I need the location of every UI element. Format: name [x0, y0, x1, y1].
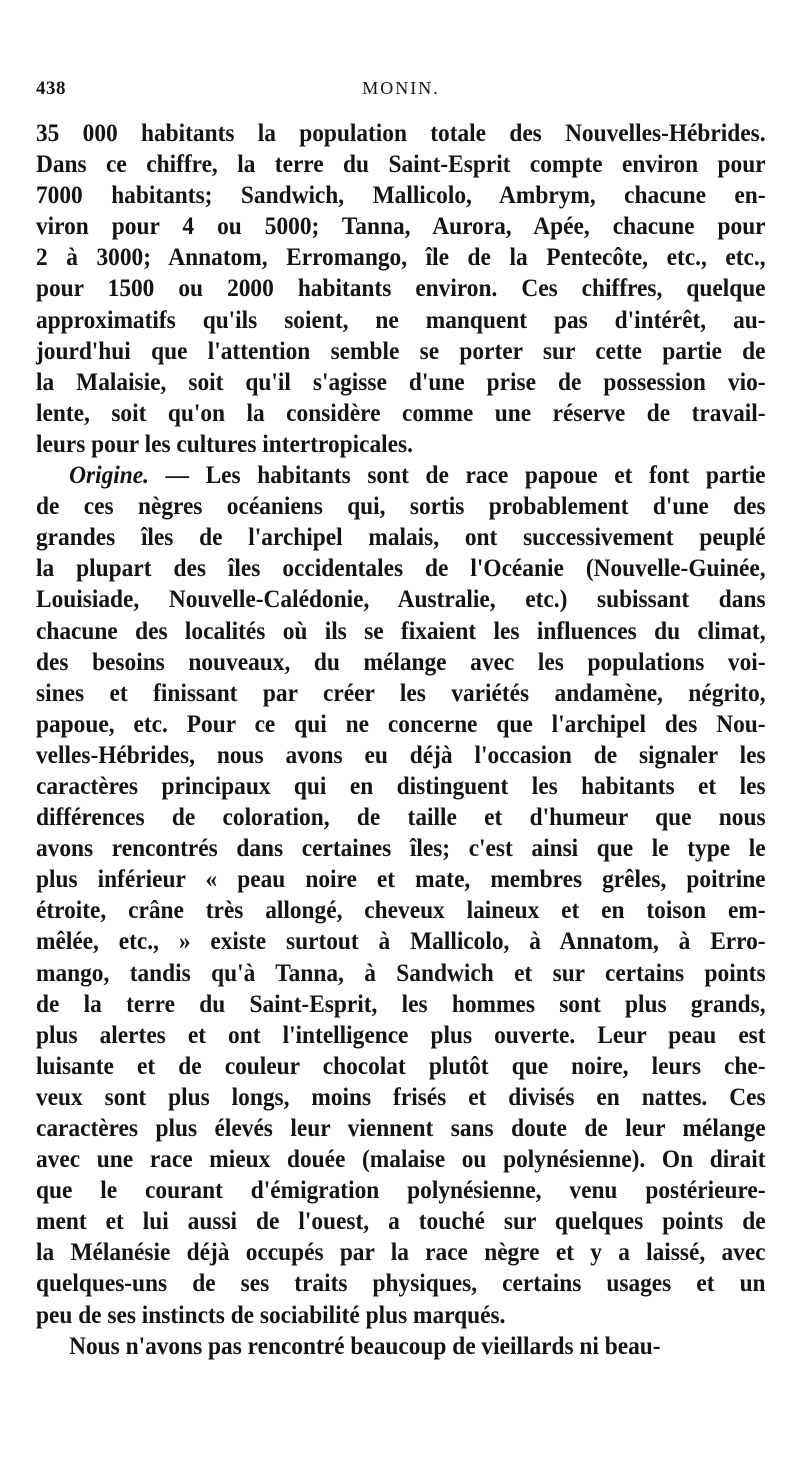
text-line: approximatifs qu'ils soient, ne manquent pas d'intérêt, au- [36, 305, 766, 334]
text-line: étroite, crâne très allongé, cheveux laineux et en toison em- [36, 896, 766, 925]
text-line: jourd'hui que l'attention semble se porter sur cette partie de [36, 336, 766, 365]
text-line: quelques-uns de ses traits physiques, certains usages et un [36, 1269, 766, 1298]
text-line: chacune des localités où ils se fixaient les influences du climat, [36, 616, 766, 645]
text-line: 35 000 habitants la population totale des Nouvelles-Hébrides. [36, 119, 766, 147]
text-line: avec une race mieux douée (malaise ou polynésienne). On dirait [36, 1145, 766, 1174]
text-line: de la terre du Saint-Esprit, les hommes sont plus grands, [36, 989, 766, 1018]
text-line: leurs pour les cultures intertropicales. [36, 429, 413, 458]
text-line: sines et finissant par créer les variétés andamène, négrito, [36, 678, 766, 707]
text-line: ment et lui aussi de l'ouest, a touché sur quelques points de [36, 1207, 766, 1236]
origine-line-rest: — Les habitants sont de race papoue et font partie [148, 461, 766, 490]
text-line: la Malaisie, soit qu'il s'agisse d'une prise de possession vio- [36, 367, 766, 396]
next-paragraph-start: Nous n'avons pas rencontré beaucoup de vieillards ni beau- [69, 1331, 661, 1360]
text-line: Louisiade, Nouvelle-Calédonie, Australie, etc.) subissant dans [36, 585, 766, 614]
text-line: avons rencontrés dans certaines îles; c'est ainsi que le type le [36, 834, 766, 863]
text-line: viron pour 4 ou 5000; Tanna, Aurora, Apée, chacune pour [36, 212, 766, 241]
text-line: lente, soit qu'on la considère comme une réserve de travail- [36, 398, 766, 427]
text-line: Dans ce chiffre, la terre du Saint-Esprit compte environ pour [36, 150, 766, 179]
text-line: peu de ses instincts de sociabilité plus marqués. [36, 1300, 506, 1329]
page-header [36, 78, 766, 102]
text-line: plus alertes et ont l'intelligence plus ouverte. Leur peau est [36, 1020, 766, 1049]
origine-paragraph-start [36, 460, 766, 491]
text-line: 7000 habitants; Sandwich, Mallicolo, Ambrym, chacune en- [36, 181, 766, 210]
text-line: papoue, etc. Pour ce qui ne concerne que l'archipel des Nou- [36, 709, 766, 738]
text-line: de ces nègres océaniens qui, sortis probablement d'une des [36, 492, 766, 521]
text-line: plus inférieur « peau noire et mate, membres grêles, poitrine [36, 865, 766, 894]
text-line: différences de coloration, de taille et d'humeur que nous [36, 803, 766, 832]
text-line: pour 1500 ou 2000 habitants environ. Ces chiffres, quelque [36, 274, 766, 303]
running-head: MONIN. [362, 78, 440, 98]
text-line: veux sont plus longs, moins frisés et divisés en nattes. Ces [36, 1082, 766, 1111]
page-number: 438 [36, 78, 66, 99]
text-line: caractères plus élevés leur viennent sans doute de leur mélange [36, 1114, 766, 1142]
text-line: 2 à 3000; Annatom, Erromango, île de la Pentecôte, etc., etc., [36, 243, 766, 272]
text-line: velles-Hébrides, nous avons eu déjà l'occasion de signaler les [36, 740, 766, 769]
text-line: que le courant d'émigration polynésienne, venu postérieure- [36, 1176, 766, 1205]
text-line: grandes îles de l'archipel malais, ont successivement peuplé [36, 523, 766, 552]
text-line: luisante et de couleur chocolat plutôt que noire, leurs che- [36, 1051, 766, 1080]
text-line: la plupart des îles occidentales de l'Océanie (Nouvelle-Guinée, [36, 554, 766, 583]
text-line: mêlée, etc., » existe surtout à Mallicolo, à Annatom, à Erro- [36, 927, 766, 956]
text-line: caractères principaux qui en distinguent les habitants et les [36, 771, 766, 800]
body-text [36, 118, 766, 1362]
origine-term: Origine. [69, 461, 149, 490]
text-line: la Mélanésie déjà occupés par la race nègre et y a laissé, avec [36, 1238, 766, 1267]
text-line: des besoins nouveaux, du mélange avec les populations voi- [36, 647, 766, 676]
text-line: mango, tandis qu'à Tanna, à Sandwich et sur certains points [36, 958, 766, 987]
